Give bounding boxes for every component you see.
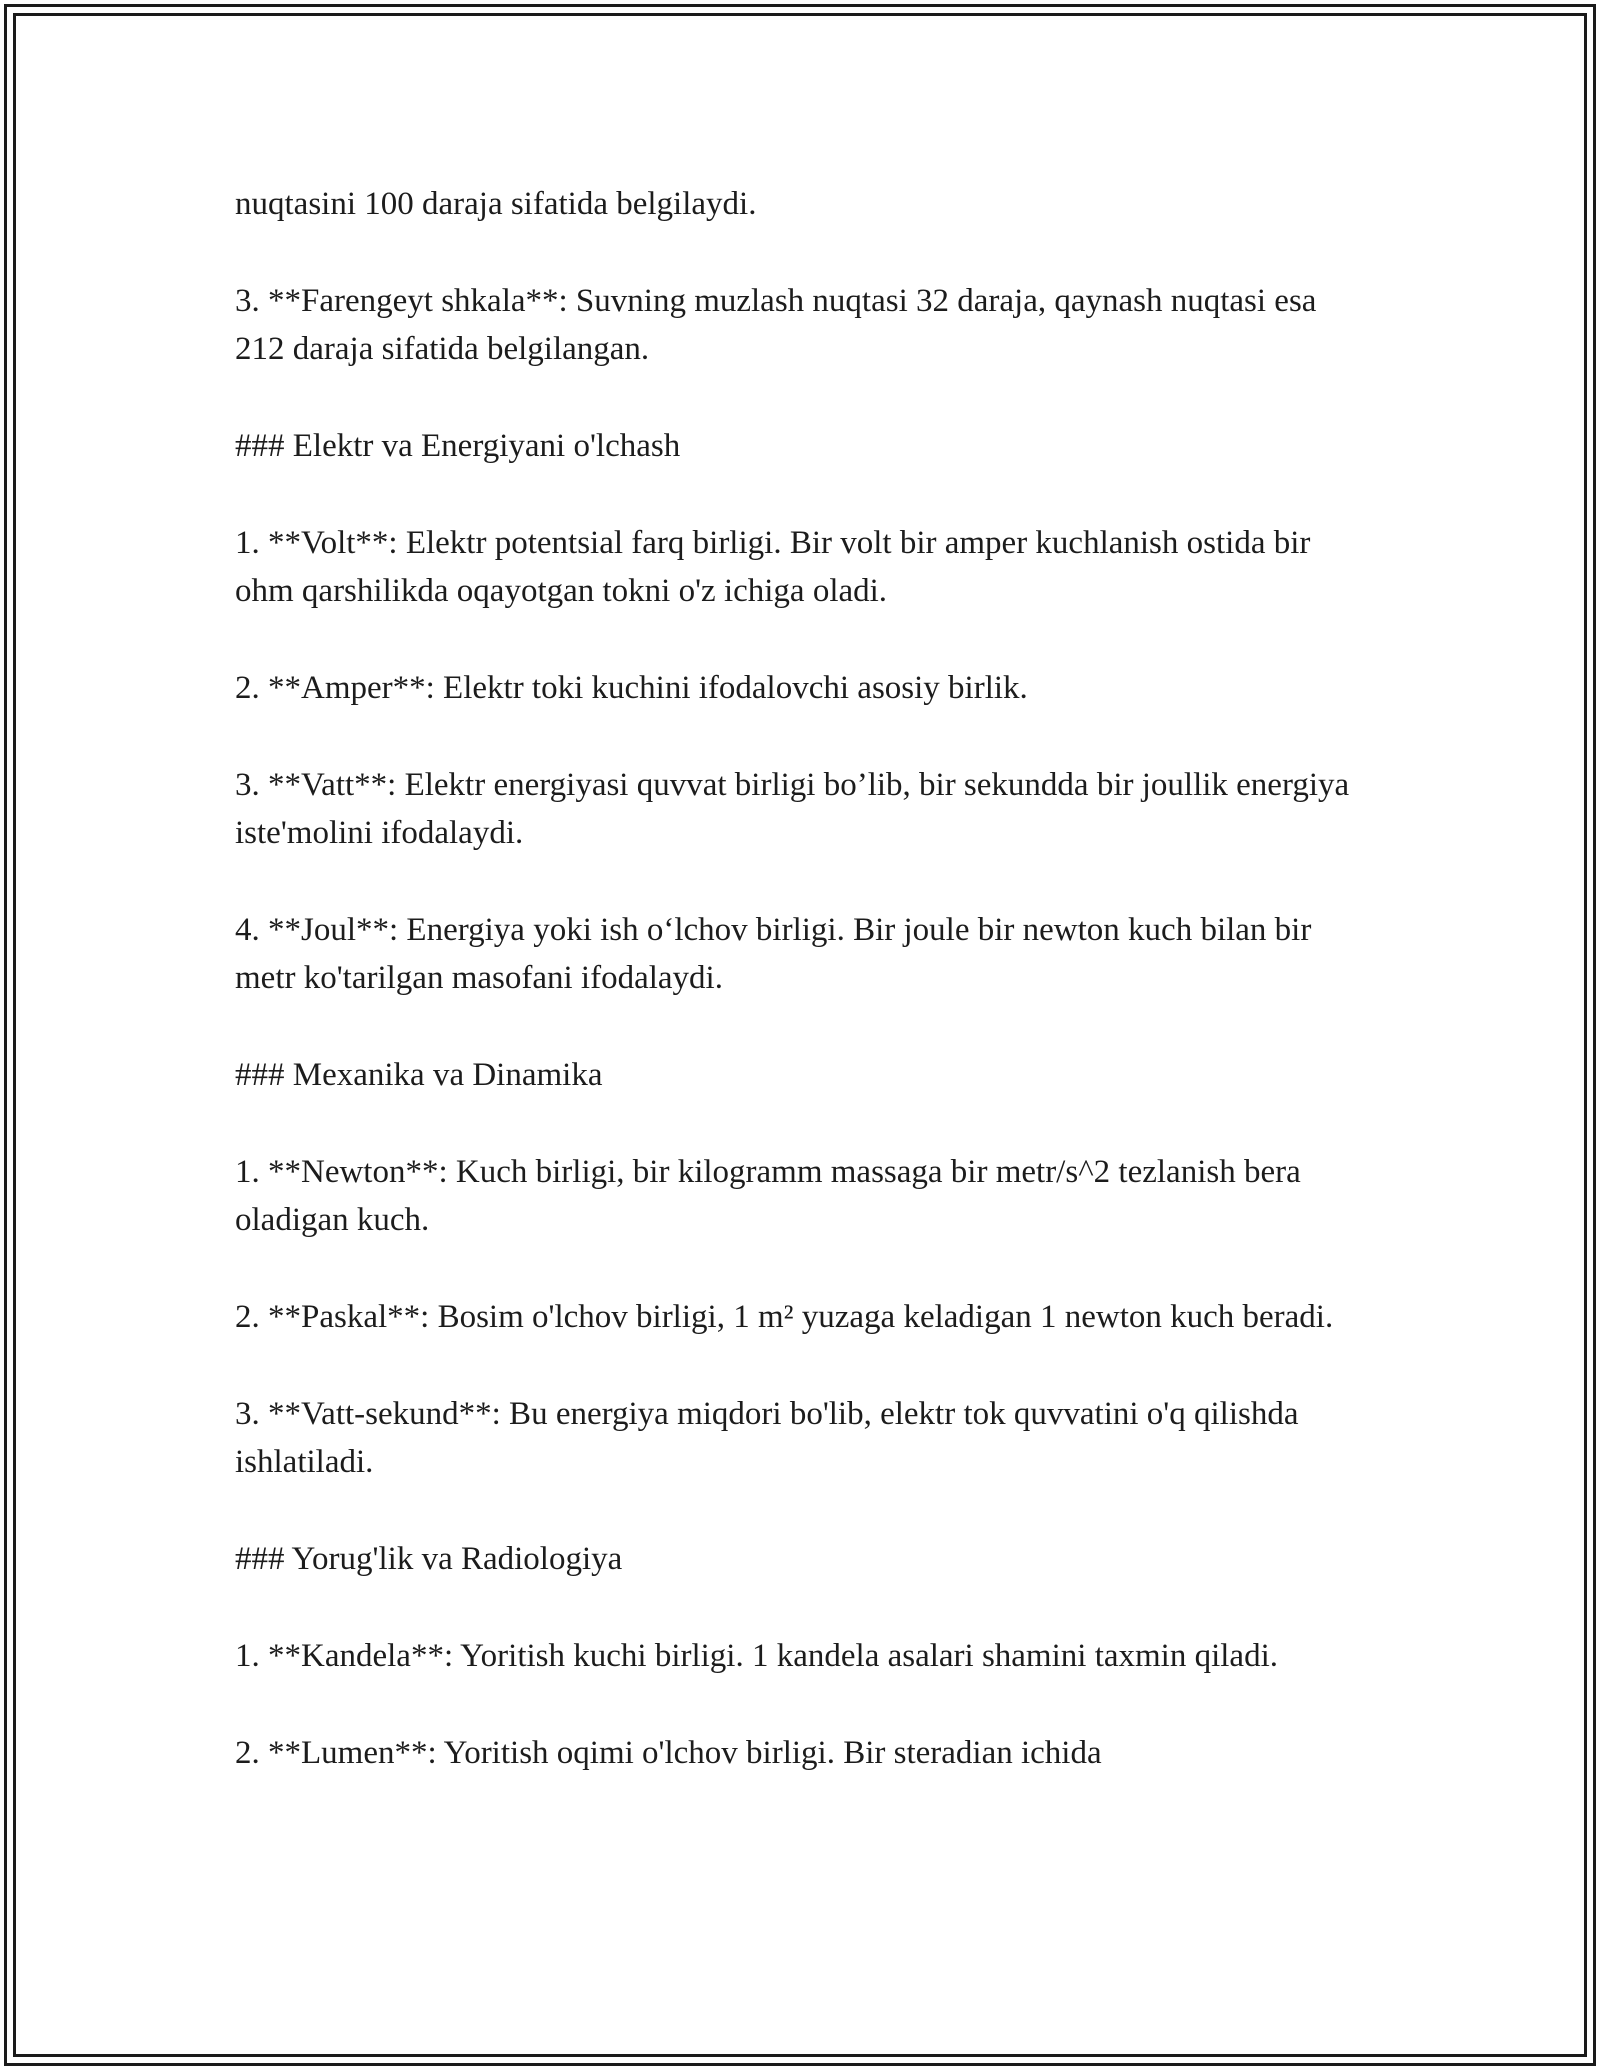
paragraph-watt: 3. **Vatt**: Elektr energiyasi quvvat birligi bo’lib, bir sekundda bir joullik energiya iste'molini ifodalaydi. [235, 767, 1350, 851]
paragraph-candela: 1. **Kandela**: Yoritish kuchi birligi. 1 kandela asalari shamini taxmin qiladi. [235, 1638, 1278, 1674]
paragraph-volt: 1. **Volt**: Elektr potentsial farq birligi. Bir volt bir amper kuchlanish ostida bir ohm qarshilikda oqayotgan tokni o'z ichiga oladi. [235, 525, 1311, 609]
paragraph-pascal: 2. **Paskal**: Bosim o'lchov birligi, 1 m² yuzaga keladigan 1 newton kuch beradi. [235, 1299, 1334, 1335]
paragraph-fahrenheit: 3. **Farengeyt shkala**: Suvning muzlash nuqtasi 32 daraja, qaynash nuqtasi esa 212 daraja sifatida belgilangan. [235, 283, 1317, 367]
paragraph-joule: 4. **Joul**: Energiya yoki ish o‘lchov birligi. Bir joule bir newton kuch bilan bir metr ko'tarilgan masofani ifodalaydi. [235, 912, 1312, 996]
paragraph-celsius-continued: nuqtasini 100 daraja sifatida belgilaydi. [235, 186, 757, 222]
document-body [235, 180, 1365, 1777]
paragraph-newton: 1. **Newton**: Kuch birligi, bir kilogramm massaga bir metr/s^2 tezlanish bera oladigan kuch. [235, 1154, 1301, 1238]
heading-electricity-energy: ### Elektr va Energiyani o'lchash [235, 428, 681, 464]
heading-mechanics-dynamics: ### Mexanika va Dinamika [235, 1057, 603, 1093]
paragraph-watt-second: 3. **Vatt-sekund**: Bu energiya miqdori bo'lib, elektr tok quvvatini o'q qilishda ishlatiladi. [235, 1396, 1299, 1480]
paragraph-lumen: 2. **Lumen**: Yoritish oqimi o'lchov birligi. Bir steradian ichida [235, 1735, 1102, 1771]
paragraph-ampere: 2. **Amper**: Elektr toki kuchini ifodalovchi asosiy birlik. [235, 670, 1028, 706]
heading-light-radiology: ### Yorug'lik va Radiologiya [235, 1541, 623, 1577]
